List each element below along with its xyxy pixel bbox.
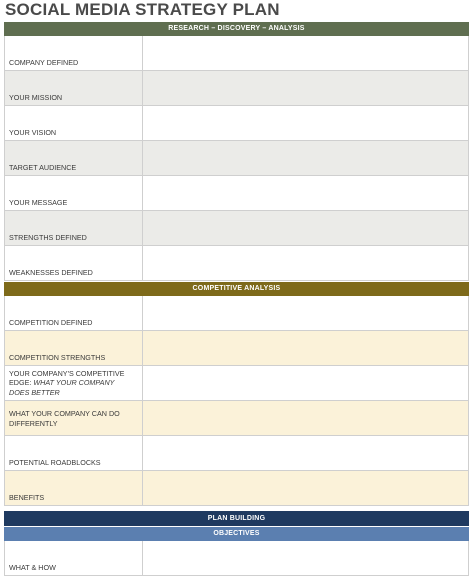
table-row (4, 401, 469, 436)
row-label: STRENGTHS DEFINED (4, 211, 143, 245)
row-label: YOUR MESSAGE (4, 176, 143, 210)
table-row (4, 296, 469, 331)
do-differently-cell[interactable] (143, 401, 469, 435)
strengths-defined-cell[interactable] (143, 211, 469, 245)
label-line: YOUR COMPANY'S COMPETITIVE (9, 368, 125, 378)
label-emphasis: DOES BETTER (9, 387, 60, 397)
row-label: WHAT & HOW (4, 541, 143, 575)
table-row (4, 106, 469, 141)
table-row (4, 141, 469, 176)
table-row (4, 71, 469, 106)
label-line: EDGE: (9, 378, 32, 387)
label-emphasis: WHAT YOUR COMPANY (33, 378, 115, 387)
row-label: COMPANY DEFINED (4, 36, 143, 70)
row-label: YOUR VISION (4, 106, 143, 140)
table-row (4, 541, 469, 576)
label-line: WHAT YOUR COMPANY CAN DO (9, 409, 120, 418)
objectives-header: OBJECTIVES (4, 527, 469, 541)
potential-roadblocks-cell[interactable] (143, 436, 469, 470)
row-label: WEAKNESSES DEFINED (4, 246, 143, 280)
table-row (4, 436, 469, 471)
competitive-edge-cell[interactable] (143, 366, 469, 400)
table-row (4, 36, 469, 71)
your-mission-cell[interactable] (143, 71, 469, 105)
row-label (4, 366, 143, 400)
label-line: DIFFERENTLY (9, 418, 58, 428)
your-vision-cell[interactable] (143, 106, 469, 140)
benefits-cell[interactable] (143, 471, 469, 505)
competitive-section-header: COMPETITIVE ANALYSIS (4, 282, 469, 296)
row-label: COMPETITION STRENGTHS (4, 331, 143, 365)
row-label: BENEFITS (4, 471, 143, 505)
page-title: SOCIAL MEDIA STRATEGY PLAN (5, 0, 280, 19)
table-row (4, 211, 469, 246)
row-label: POTENTIAL ROADBLOCKS (4, 436, 143, 470)
table-row (4, 366, 469, 401)
table-row (4, 176, 469, 211)
research-section-header: RESEARCH – DISCOVERY – ANALYSIS (4, 22, 469, 36)
strategy-sheet (4, 22, 469, 576)
row-label: YOUR MISSION (4, 71, 143, 105)
table-row (4, 246, 469, 281)
table-row (4, 471, 469, 506)
row-label: COMPETITION DEFINED (4, 296, 143, 330)
company-defined-cell[interactable] (143, 36, 469, 70)
row-label: TARGET AUDIENCE (4, 141, 143, 175)
weaknesses-defined-cell[interactable] (143, 246, 469, 280)
row-label (4, 401, 143, 435)
table-row (4, 331, 469, 366)
what-and-how-cell[interactable] (143, 541, 469, 575)
your-message-cell[interactable] (143, 176, 469, 210)
target-audience-cell[interactable] (143, 141, 469, 175)
plan-building-header: PLAN BUILDING (4, 511, 469, 526)
competition-strengths-cell[interactable] (143, 331, 469, 365)
competition-defined-cell[interactable] (143, 296, 469, 330)
